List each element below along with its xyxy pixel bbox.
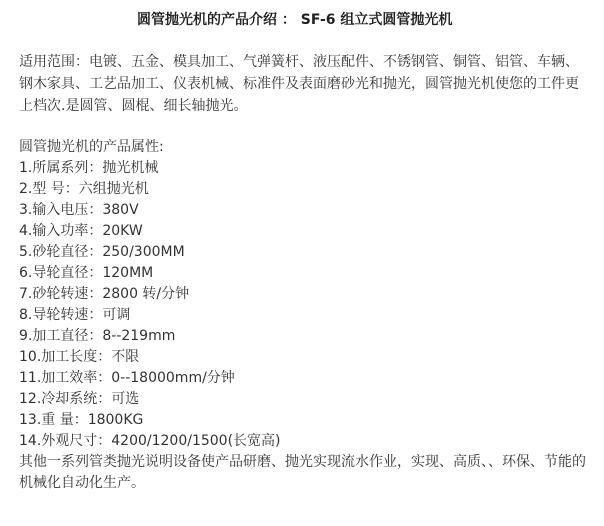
attribute-item: 9.加工直径：8--219mm xyxy=(19,328,176,344)
attribute-item: 2.型 号：六组抛光机 xyxy=(19,181,149,197)
attribute-item: 12.冷却系统：可选 xyxy=(19,391,140,407)
attribute-item: 1.所属系列：抛光机械 xyxy=(19,160,159,176)
attribute-item: 5.砂轮直径：250/300MM xyxy=(19,244,185,260)
attribute-item: 14.外观尺寸：4200/1200/1500(长宽高) xyxy=(19,433,281,449)
attribute-item: 4.输入功率：20KW xyxy=(19,223,143,239)
document-title: 圆管抛光机的产品介绍 ： SF-6 组立式圆管抛光机 xyxy=(137,12,453,28)
attribute-item: 6.导轮直径：120MM xyxy=(19,265,154,281)
attribute-item: 7.砂轮转速：2800 转/分钟 xyxy=(19,286,190,302)
attribute-item: 3.输入电压：380V xyxy=(19,202,139,218)
product-document xyxy=(19,11,589,494)
product-attributes xyxy=(19,137,589,494)
attribute-item: 11.加工效率：0--18000mm/分钟 xyxy=(19,370,235,386)
closing-paragraph: 其他一系列管类抛光说明设备使产品研磨、抛光实现流水作业，实现、高质、、环保、节能的机械化自动化生产。 xyxy=(19,454,586,491)
attributes-heading: 圆管抛光机的产品属性: xyxy=(19,139,164,155)
attribute-item: 8.导轮转速：可调 xyxy=(19,307,131,323)
application-scope-paragraph: 适用范围：电镀、五金、模具加工、气弹簧杆、液压配件、不锈钢管、铜管、铝管、车辆、钢木家具、工艺品加工、仪表机械、标准件及表面磨砂光和抛光，圆管抛光机使您的工件更上档次.是圆管、圆棍、细长轴抛光。 xyxy=(19,54,579,114)
attribute-item: 10.加工长度：不限 xyxy=(19,349,140,365)
attribute-item: 13.重 量：1800KG xyxy=(19,412,144,428)
